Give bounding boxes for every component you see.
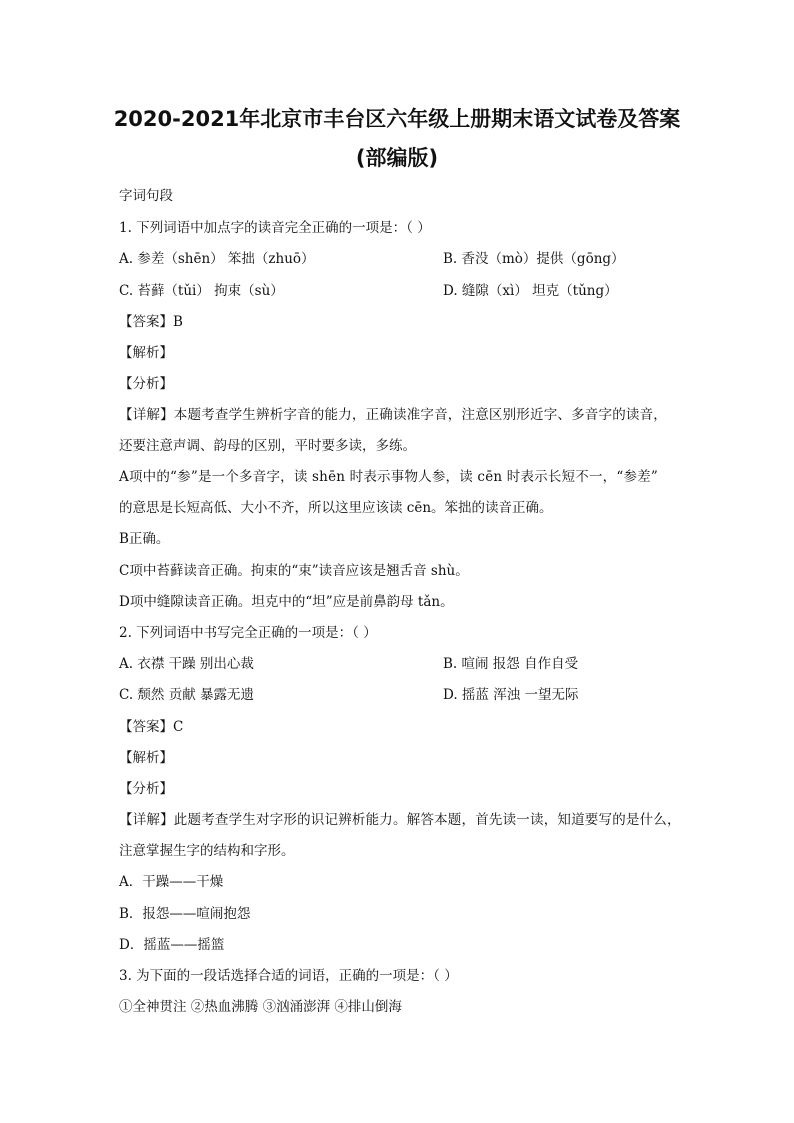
question-1-fenxi-label: 【分析】	[119, 376, 173, 392]
question-1-detail-line: B正确。	[119, 531, 170, 547]
question-2-detail-line: D．摇蓝——摇篮	[119, 937, 225, 953]
question-2-detail-line: B．报怨——喧闹抱怨	[119, 906, 251, 922]
question-1-detail-line: D项中缝隙读音正确。坦克中的“坦”应是前鼻韵母 tǎn。	[119, 594, 454, 610]
question-1-detail-line: 【详解】本题考查学生辨析字音的能力，正确读准字音，注意区别形近字、多音字的读音，	[119, 407, 667, 423]
question-2-detail-line: 注意掌握生字的结构和字形。	[119, 843, 295, 859]
page-subtitle: (部编版)	[355, 146, 439, 170]
question-3-stem: 3. 为下面的一段话选择合适的词语，正确的一项是：（ ）	[119, 968, 458, 984]
question-1-analysis-label: 【解析】	[119, 345, 173, 361]
question-1-detail-line: 的意思是长短高低、大小不齐，所以这里应该读 cēn。笨拙的读音正确。	[119, 500, 553, 516]
question-1-detail-line: C项中苔藓读音正确。拘束的“束”读音应该是翘舌音 shù。	[119, 563, 469, 579]
page-title: 2020-2021年北京市丰台区六年级上册期末语文试卷及答案	[113, 107, 681, 131]
question-3-choices: ①全神贯注 ②热血沸腾 ③汹涌澎湃 ④排山倒海	[119, 999, 402, 1015]
question-2-analysis-label: 【解析】	[119, 750, 173, 766]
question-1-option-d: D. 缝隙（xì） 坦克（tǔng）	[443, 283, 618, 299]
question-2-detail-line: A．干躁——干燥	[119, 874, 224, 890]
question-2-option-b: B. 喧闹 报怨 自作自受	[443, 656, 579, 672]
question-2-option-d: D. 摇蓝 浑浊 一望无际	[443, 687, 579, 703]
question-1-answer: 【答案】B	[119, 314, 183, 330]
question-1-option-c: C. 苔藓（tǔi） 拘束（sù）	[119, 283, 284, 299]
question-1-detail-line: 还要注意声调、韵母的区别，平时要多读，多练。	[119, 438, 416, 454]
question-2-answer: 【答案】C	[119, 719, 184, 735]
question-1-option-b: B. 香没（mò）提供（gōng）	[443, 251, 625, 267]
question-2-option-c: C. 颓然 贡献 暴露无遗	[119, 687, 255, 703]
question-2-fenxi-label: 【分析】	[119, 781, 173, 797]
question-1-option-a: A. 参差（shēn） 笨拙（zhuō）	[119, 251, 315, 267]
question-2-option-a: A. 衣襟 干躁 别出心裁	[119, 656, 254, 672]
question-1-stem: 1. 下列词语中加点字的读音完全正确的一项是：（ ）	[119, 220, 431, 236]
question-2-detail-line: 【详解】此题考查学生对字形的识记辨析能力。解答本题，首先读一读，知道要写的是什么，	[119, 812, 681, 828]
section-heading: 字词句段	[119, 188, 173, 204]
question-1-detail-line: A项中的“参”是一个多音字，读 shēn 时表示事物人参，读 cēn 时表示长短不一，“参差”	[119, 469, 658, 485]
question-2-stem: 2. 下列词语中书写完全正确的一项是：（ ）	[119, 625, 377, 641]
